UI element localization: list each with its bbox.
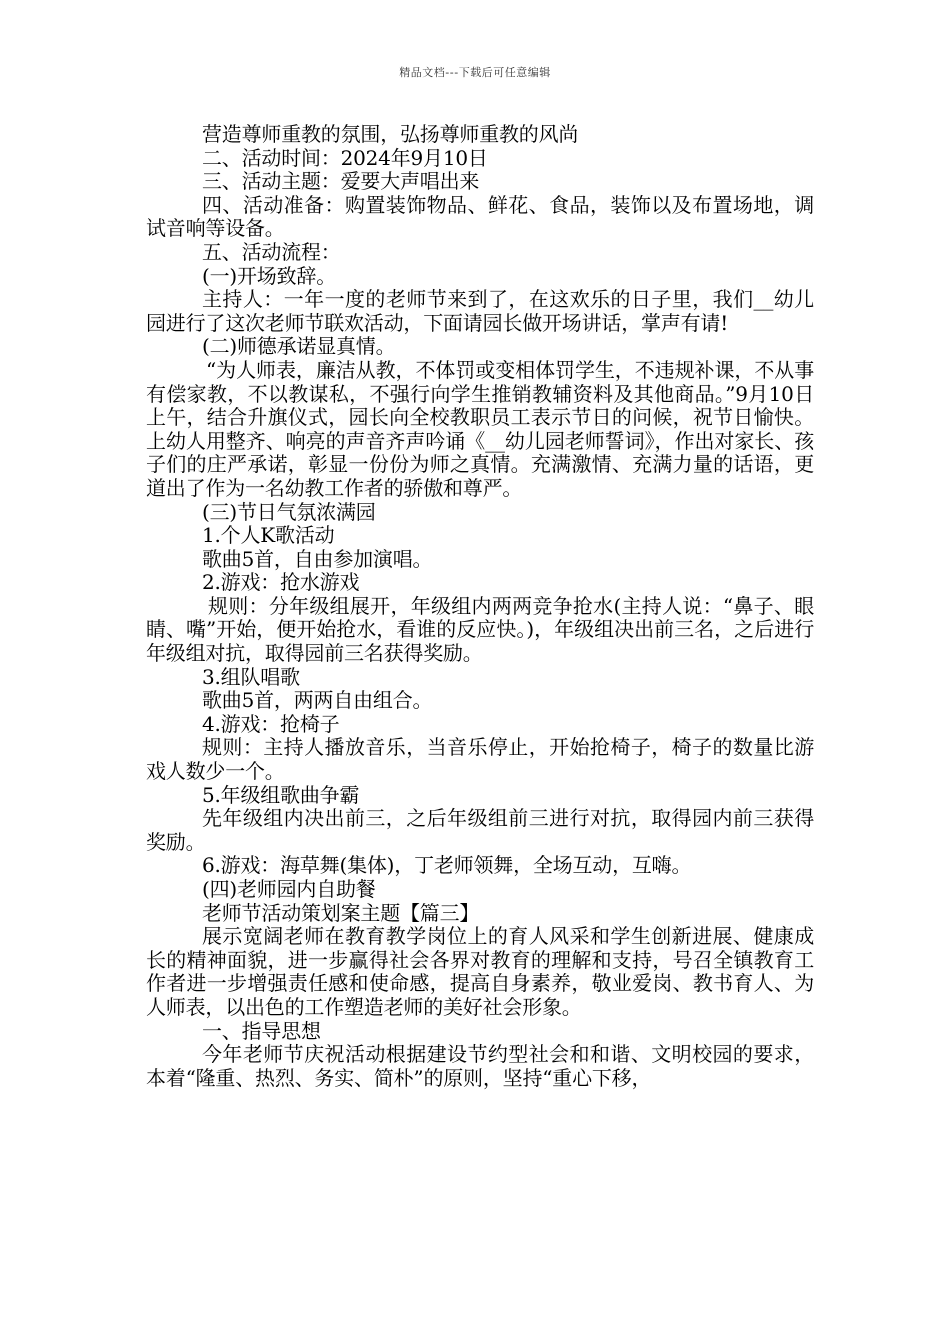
paragraph: 主持人：一年一度的老师节来到了，在这欢乐的日子里，我们__幼儿园进行了这次老师节联欢活动，下面请园长做开场讲话，掌声有请! (146, 287, 814, 335)
paragraph: (四)老师园内自助餐 (202, 877, 376, 901)
paragraph: 今年老师节庆祝活动根据建设节约型社会和和谐、文明校园的要求，本着“隆重、热烈、务实、简朴”的原则，坚持“重心下移， (146, 1042, 814, 1090)
paragraph: 三、活动主题：爱要大声唱出来 (202, 169, 480, 194)
paragraph: 二、活动时间：2024年9月10日 (202, 145, 488, 170)
paragraph: 1.个人K歌活动 (202, 523, 335, 548)
paragraph: 歌曲5首，自由参加演唱。 (202, 546, 433, 571)
paragraph: 5.年级组歌曲争霸 (202, 782, 360, 807)
section-heading: 一、指导思想 (202, 1018, 321, 1043)
paragraph: 3.组队唱歌 (202, 664, 300, 689)
paragraph: 歌曲5首，两两自由组合。 (202, 688, 433, 713)
paragraph: 先年级组内决出前三，之后年级组前三进行对抗，取得园内前三获得奖励。 (146, 806, 814, 854)
paragraph: “为人师表，廉洁从教，不体罚或变相体罚学生，不违规补课，不从事有偿家教，不以教谋私，不强行向学生推销教辅资料及其他商品。”9月10日上午，结合升旗仪式，园长向全校教职员工表示节日的问候，祝节日愉快。上幼人用整齐、响亮的声音齐声吟诵《__幼儿园老师誓词》，作出对家长、孩子们的庄严承诺，彰显一份份为师之真情。充满激情、充满力量的话语，更道出了作为一名幼教工作者的骄傲和尊严。 (146, 357, 814, 500)
paragraph: (一)开场致辞。 (202, 263, 337, 288)
paragraph: (三)节日气氛浓满园 (202, 499, 376, 524)
paragraph: 四、活动准备：购置装饰物品、鲜花、食品，装饰以及布置场地，调试音响等设备。 (146, 192, 814, 241)
paragraph: 规则：分年级组展开，年级组内两两竞争抢水(主持人说：“鼻子、眼睛、嘴”开始，便开始抢水，看谁的反应快。)，年级组决出前三名，之后进行年级组对抗，取得园前三名获得奖励。 (146, 593, 814, 666)
paragraph: 营造尊师重教的氛围，弘扬尊师重教的风尚 (202, 122, 579, 146)
section-heading: 老师节活动策划案主题【篇三】 (202, 900, 480, 925)
paragraph: 2.游戏：抢水游戏 (202, 570, 360, 595)
page-header: 精品文档---下载后可任意编辑 (399, 66, 551, 79)
paragraph: 展示宽阔老师在教育教学岗位上的育人风采和学生创新进展、健康成长的精神面貌，进一步赢得社会各界对教育的理解和支持，号召全镇教育工作者进一步增强责任感和使命感，提高自身素养，敬业爱岗、教书育人、为人师表，以出色的工作塑造老师的美好社会形象。 (146, 924, 814, 1019)
paragraph: (二)师德承诺显真情。 (202, 334, 396, 359)
paragraph: 五、活动流程： (202, 239, 341, 264)
paragraph: 6.游戏：海草舞(集体)，丁老师领舞，全场互动，互嗨。 (202, 853, 692, 878)
paragraph: 4.游戏：抢椅子 (202, 711, 340, 736)
paragraph: 规则：主持人播放音乐，当音乐停止，开始抢椅子，椅子的数量比游戏人数少一个。 (146, 735, 814, 784)
document-body (146, 123, 814, 1090)
